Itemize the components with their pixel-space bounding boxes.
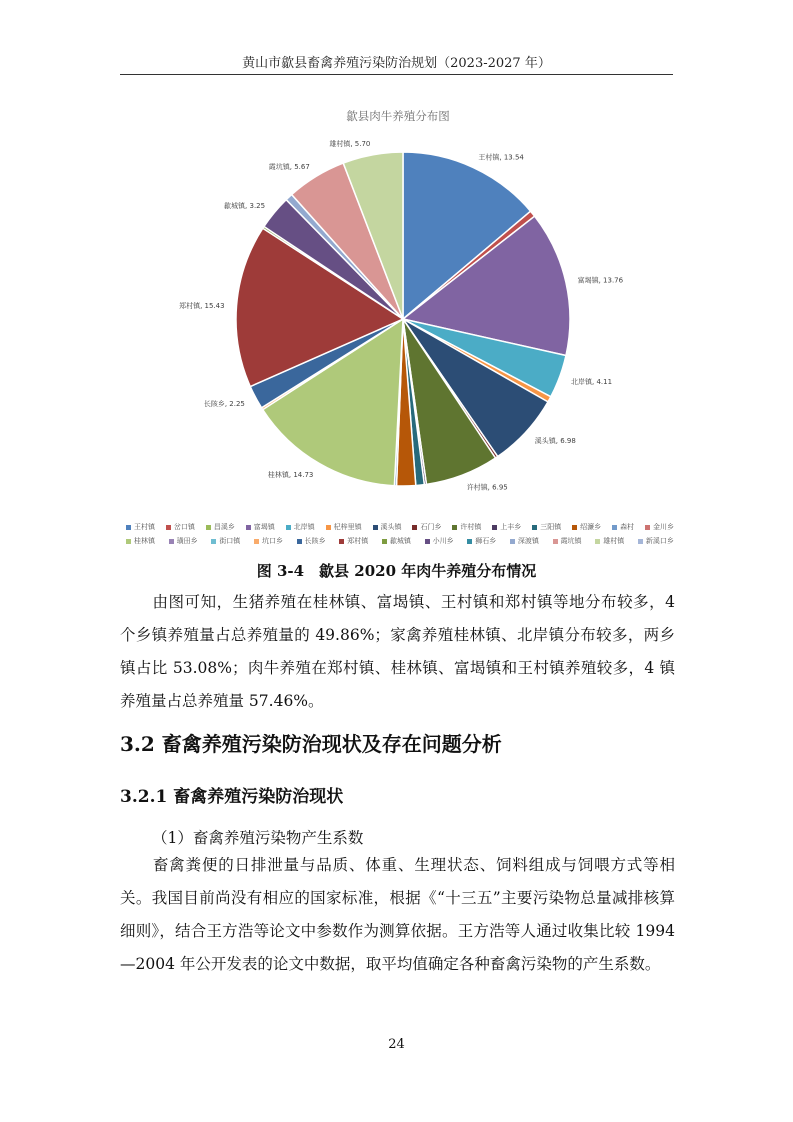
legend-item: [638, 536, 674, 546]
pie-data-label: 溪头镇, 6.98: [534, 437, 576, 446]
legend-swatch: [211, 539, 216, 544]
legend-label: 深渡镇: [517, 537, 539, 545]
running-header: 黄山市歙县畜禽养殖污染防治规划（2023-2027 年）: [242, 56, 551, 71]
pie-data-label: 歙城镇, 3.25: [224, 201, 266, 210]
legend-swatch: [126, 539, 131, 544]
legend-label: 北岸镇: [293, 523, 315, 531]
legend-swatch: [510, 539, 515, 544]
legend-item: [382, 536, 411, 546]
legend-label: 许村镇: [460, 523, 482, 531]
legend-item: [425, 536, 454, 546]
legend-item: [412, 522, 441, 532]
legend-swatch: [412, 525, 417, 530]
legend-item: [572, 522, 601, 532]
legend-swatch: [126, 525, 131, 530]
legend-swatch: [467, 539, 472, 544]
legend-label: 霞坑镇: [560, 537, 582, 545]
legend-label: 上丰乡: [500, 523, 522, 531]
section-heading: 3.2 畜禽养殖污染防治现状及存在问题分析: [120, 732, 502, 756]
legend-label: 森村: [620, 523, 635, 531]
legend-label: 溪头镇: [380, 523, 402, 531]
legend-item: [246, 522, 275, 532]
legend-label: 岔口镇: [173, 523, 195, 531]
pie-data-label: 许村镇, 6.95: [466, 483, 508, 492]
legend-label: 昌溪乡: [213, 523, 235, 531]
legend-item: [297, 536, 326, 546]
legend-swatch: [169, 539, 174, 544]
legend-label: 歙城镇: [389, 537, 411, 545]
legend-swatch: [553, 539, 558, 544]
legend-item: [169, 536, 198, 546]
legend-swatch: [425, 539, 430, 544]
pie-data-label: 桂林镇, 14.73: [267, 470, 314, 479]
legend-item: [126, 536, 155, 546]
pie-chart: [118, 96, 678, 552]
legend-swatch: [452, 525, 457, 530]
legend-label: 璜田乡: [176, 537, 198, 545]
body-paragraph-2: [120, 849, 675, 981]
pie-chart-svg: [118, 96, 678, 552]
pie-data-label: 北岸镇, 4.11: [571, 377, 613, 386]
legend-item: [553, 536, 582, 546]
legend-label: 金川乡: [652, 523, 674, 531]
chart-title: 歙县肉牛养殖分布图: [346, 109, 450, 123]
header-rule: [120, 74, 673, 75]
figure-caption: 图 3-4 歙县 2020 年肉牛养殖分布情况: [256, 562, 537, 580]
legend-item: [166, 522, 195, 532]
legend-item: [206, 522, 235, 532]
body-paragraph-1-text: 由图可知，生猪养殖在桂林镇、富堨镇、王村镇和郑村镇等地分布较多，4 个乡镇养殖量占总养殖量的 49.86%；家禽养殖桂林镇、北岸镇分布较多，两乡镇占比 53.08%；肉牛养殖在郑村镇、桂林镇、富堨镇和王村镇养殖较多，4 镇养殖量占总养殖量 57.46%。: [120, 593, 675, 710]
legend-swatch: [612, 525, 617, 530]
legend-row: [126, 534, 674, 548]
legend-label: 长陔乡: [304, 537, 326, 545]
legend-swatch: [595, 539, 600, 544]
legend-label: 石门乡: [420, 523, 442, 531]
legend-label: 坑口乡: [261, 537, 283, 545]
legend-swatch: [532, 525, 537, 530]
legend-label: 富堨镇: [253, 523, 275, 531]
page-number: 24: [388, 1037, 405, 1052]
list-item-heading: （1）畜禽养殖污染物产生系数: [152, 829, 364, 847]
legend-item: [452, 522, 481, 532]
legend-swatch: [572, 525, 577, 530]
legend-swatch: [645, 525, 650, 530]
pie-data-label: 富堨镇, 13.76: [577, 276, 624, 285]
legend-swatch: [286, 525, 291, 530]
legend-label: 狮石乡: [475, 537, 497, 545]
legend-label: 王村镇: [134, 523, 155, 531]
legend-swatch: [166, 525, 171, 530]
legend-item: [286, 522, 315, 532]
legend-swatch: [339, 539, 344, 544]
legend-item: [467, 536, 496, 546]
pie-data-label: 霞坑镇, 5.67: [268, 163, 310, 172]
body-paragraph-1: [120, 586, 675, 718]
legend-item: [211, 536, 240, 546]
legend-item: [645, 522, 674, 532]
legend-swatch: [206, 525, 211, 530]
legend-label: 小川乡: [432, 537, 454, 545]
legend-swatch: [492, 525, 497, 530]
pie-data-label: 雄村镇, 5.70: [329, 140, 371, 148]
legend-item: [492, 522, 521, 532]
legend-row: [126, 520, 674, 534]
pie-data-label: 郑村镇, 15.43: [179, 301, 225, 310]
legend-swatch: [246, 525, 251, 530]
chart-legend: [126, 520, 674, 548]
pie-data-label: 王村镇, 13.54: [478, 153, 524, 162]
legend-label: 郑村镇: [347, 537, 369, 545]
legend-item: [612, 522, 634, 532]
legend-swatch: [373, 525, 378, 530]
legend-swatch: [254, 539, 259, 544]
legend-item: [339, 536, 368, 546]
legend-item: [254, 536, 283, 546]
legend-item: [126, 522, 155, 532]
legend-item: [326, 522, 362, 532]
body-paragraph-2-text: 畜禽粪便的日排泄量与品质、体重、生理状态、饲料组成与饲喂方式等相关。我国目前尚没有相应的国家标准，根据《“十三五”主要污染物总量减排核算细则》，结合王方浩等论文中参数作为测算依据。王方浩等人通过收集比较 1994—2004 年公开发表的论文中数据，取平均值确定各种畜禽污染物的产生系数。: [120, 856, 675, 973]
legend-item: [510, 536, 539, 546]
legend-swatch: [297, 539, 302, 544]
legend-item: [532, 522, 561, 532]
pie-data-label: 长陔乡, 2.25: [203, 400, 245, 408]
legend-item: [595, 536, 624, 546]
legend-swatch: [382, 539, 387, 544]
legend-label: 新溪口乡: [645, 537, 674, 545]
legend-swatch: [638, 539, 643, 544]
legend-label: 雄村镇: [603, 537, 625, 545]
legend-label: 桂林镇: [134, 537, 155, 545]
legend-swatch: [326, 525, 331, 530]
legend-label: 三阳镇: [540, 523, 562, 531]
subsection-heading: 3.2.1 畜禽养殖污染防治现状: [120, 787, 344, 807]
legend-label: 绍濂乡: [580, 523, 602, 531]
legend-label: 杞梓里镇: [333, 523, 362, 531]
legend-label: 街口镇: [219, 537, 241, 545]
legend-item: [373, 522, 402, 532]
